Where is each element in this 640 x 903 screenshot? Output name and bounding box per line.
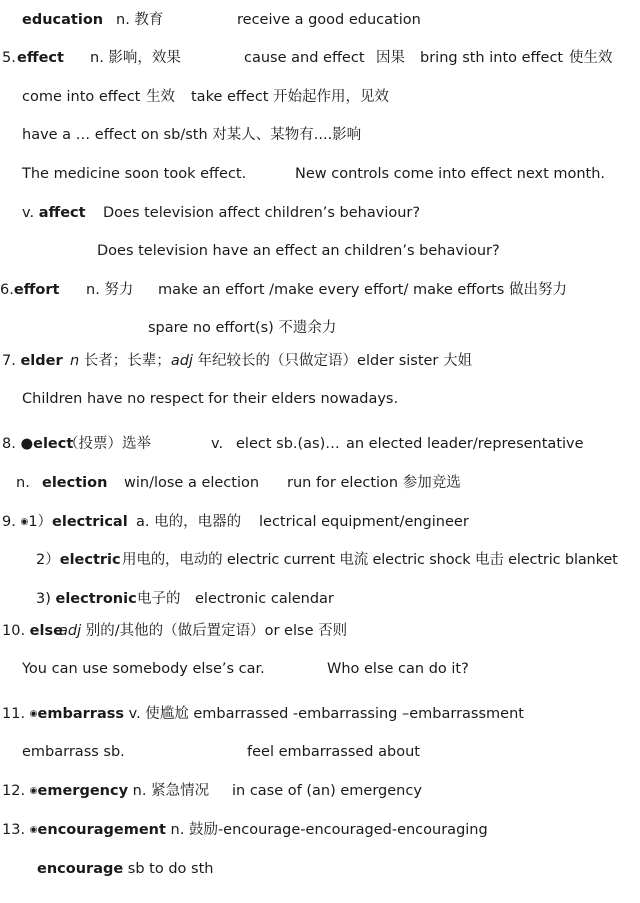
entry-word: elder <box>20 353 63 369</box>
phrase: feel embarrassed about <box>247 744 420 760</box>
entry-number: 6. <box>0 282 14 298</box>
entry-word: effort <box>13 282 60 298</box>
entry-number: 9. <box>2 514 21 530</box>
entry-number: 12. <box>2 783 30 799</box>
pos-label: n <box>70 353 80 369</box>
entry-word: emergency <box>37 783 129 799</box>
entry-word: electric <box>59 552 121 568</box>
entry-word: education <box>22 12 104 28</box>
entry-word: election <box>42 475 108 491</box>
pos-label: adj <box>59 623 82 639</box>
entry-number: 5. <box>2 50 16 66</box>
phrase-translation: 开始起作用，见效 <box>273 89 389 105</box>
example-sentence: Who else can do it? <box>327 661 469 677</box>
entry-definition: n. 教育 <box>116 12 164 28</box>
entry-word: elect <box>33 436 74 452</box>
bullet-mark: ● <box>20 436 34 452</box>
entry-definition: （投票）选举 <box>64 436 151 452</box>
entry-example: make an effort /make every effort/ make efforts 做出努力 <box>158 282 567 298</box>
phrase: embarrass sb. <box>22 744 125 760</box>
sub-number: 2） <box>36 552 60 568</box>
entry-number: 8. <box>2 436 21 452</box>
entry-pos: v. <box>211 436 224 452</box>
entry-example: receive a good education <box>237 12 421 28</box>
circle-mark-icon: ◉ <box>20 517 29 527</box>
entry-number: 11. <box>2 706 30 722</box>
entry-example: win/lose a election <box>124 475 260 491</box>
entry-definition: n. 努力 <box>86 282 134 298</box>
example-sentence: You can use somebody else’s car. <box>22 661 265 677</box>
entry-definition: n. 影响，效果 <box>90 50 181 66</box>
example-sentence: Does television affect children’s behaviour? <box>103 205 421 221</box>
circle-mark-icon: ◉ <box>29 786 38 796</box>
entry-word: else <box>29 623 63 639</box>
phrase: have a … effect on sb/sth 对某人、某物有....影响 <box>22 127 362 143</box>
entry-pos: n. <box>16 475 30 491</box>
entry-example: an elected leader/representative <box>346 436 584 452</box>
example-sentence: The medicine soon took effect. <box>22 166 247 182</box>
entry-number: 10. <box>2 623 30 639</box>
circle-mark-icon: ◉ <box>29 709 38 719</box>
entry-definition: n. 紧急情况 <box>128 783 210 799</box>
entry-example: in case of (an) emergency <box>232 783 422 799</box>
entry-definition: a. 电的，电器的 <box>136 514 242 530</box>
entry-example: run for election 参加竞选 <box>287 475 461 491</box>
entry-example: cause and effect <box>244 50 365 66</box>
entry-example: bring sth into effect <box>420 50 564 66</box>
entry-number: 13. <box>2 822 30 838</box>
entry-definition: 长者；长辈； <box>79 353 171 369</box>
entry-number: 7. <box>2 353 21 369</box>
entry-definition: 用电的，电动的 electric current 电流 electric shock 电击 electric blanket <box>122 552 618 568</box>
entry-pos: v. <box>22 205 39 221</box>
phrase-translation: 生效 <box>146 89 175 105</box>
phrase: sb to do sth <box>123 861 214 877</box>
entry-example: electronic calendar <box>195 591 334 607</box>
pos-label: adj <box>170 353 193 369</box>
example-sentence: Does television have an effect an children’s behaviour? <box>97 243 500 259</box>
entry-word: embarrass <box>37 706 124 722</box>
entry-word: affect <box>38 205 86 221</box>
entry-definition: n. 鼓励-encourage-encouraged-encouraging <box>165 822 488 838</box>
entry-word: encourage <box>37 861 124 877</box>
entry-definition: v. 使尴尬 embarrassed -embarrassing –embarrassment <box>124 706 524 722</box>
phrase: come into effect <box>22 89 141 105</box>
entry-definition: 别的/其他的（做后置定语）or else 否则 <box>81 623 348 639</box>
phrase: spare no effort(s) 不遗余力 <box>148 320 337 336</box>
entry-word: encouragement <box>37 822 166 838</box>
example-sentence: Children have no respect for their elders nowadays. <box>22 391 399 407</box>
entry-word: effect <box>17 50 64 66</box>
example-sentence: New controls come into effect next month. <box>295 166 606 182</box>
entry-example: lectrical equipment/engineer <box>259 514 469 530</box>
sub-number: 3) <box>36 591 56 607</box>
entry-definition: 电子的 <box>137 591 181 607</box>
entry-definition: 年纪较长的（只做定语）elder sister 大姐 <box>192 353 473 369</box>
entry-translation: 使生效 <box>569 50 613 66</box>
circle-mark-icon: ◉ <box>29 825 38 835</box>
entry-word: electrical <box>52 514 128 530</box>
sub-number: 1） <box>28 514 53 530</box>
entry-example: elect sb.(as)… <box>236 436 340 452</box>
phrase: take effect <box>191 89 269 105</box>
entry-translation: 因果 <box>376 50 405 66</box>
entry-word: electronic <box>55 591 137 607</box>
